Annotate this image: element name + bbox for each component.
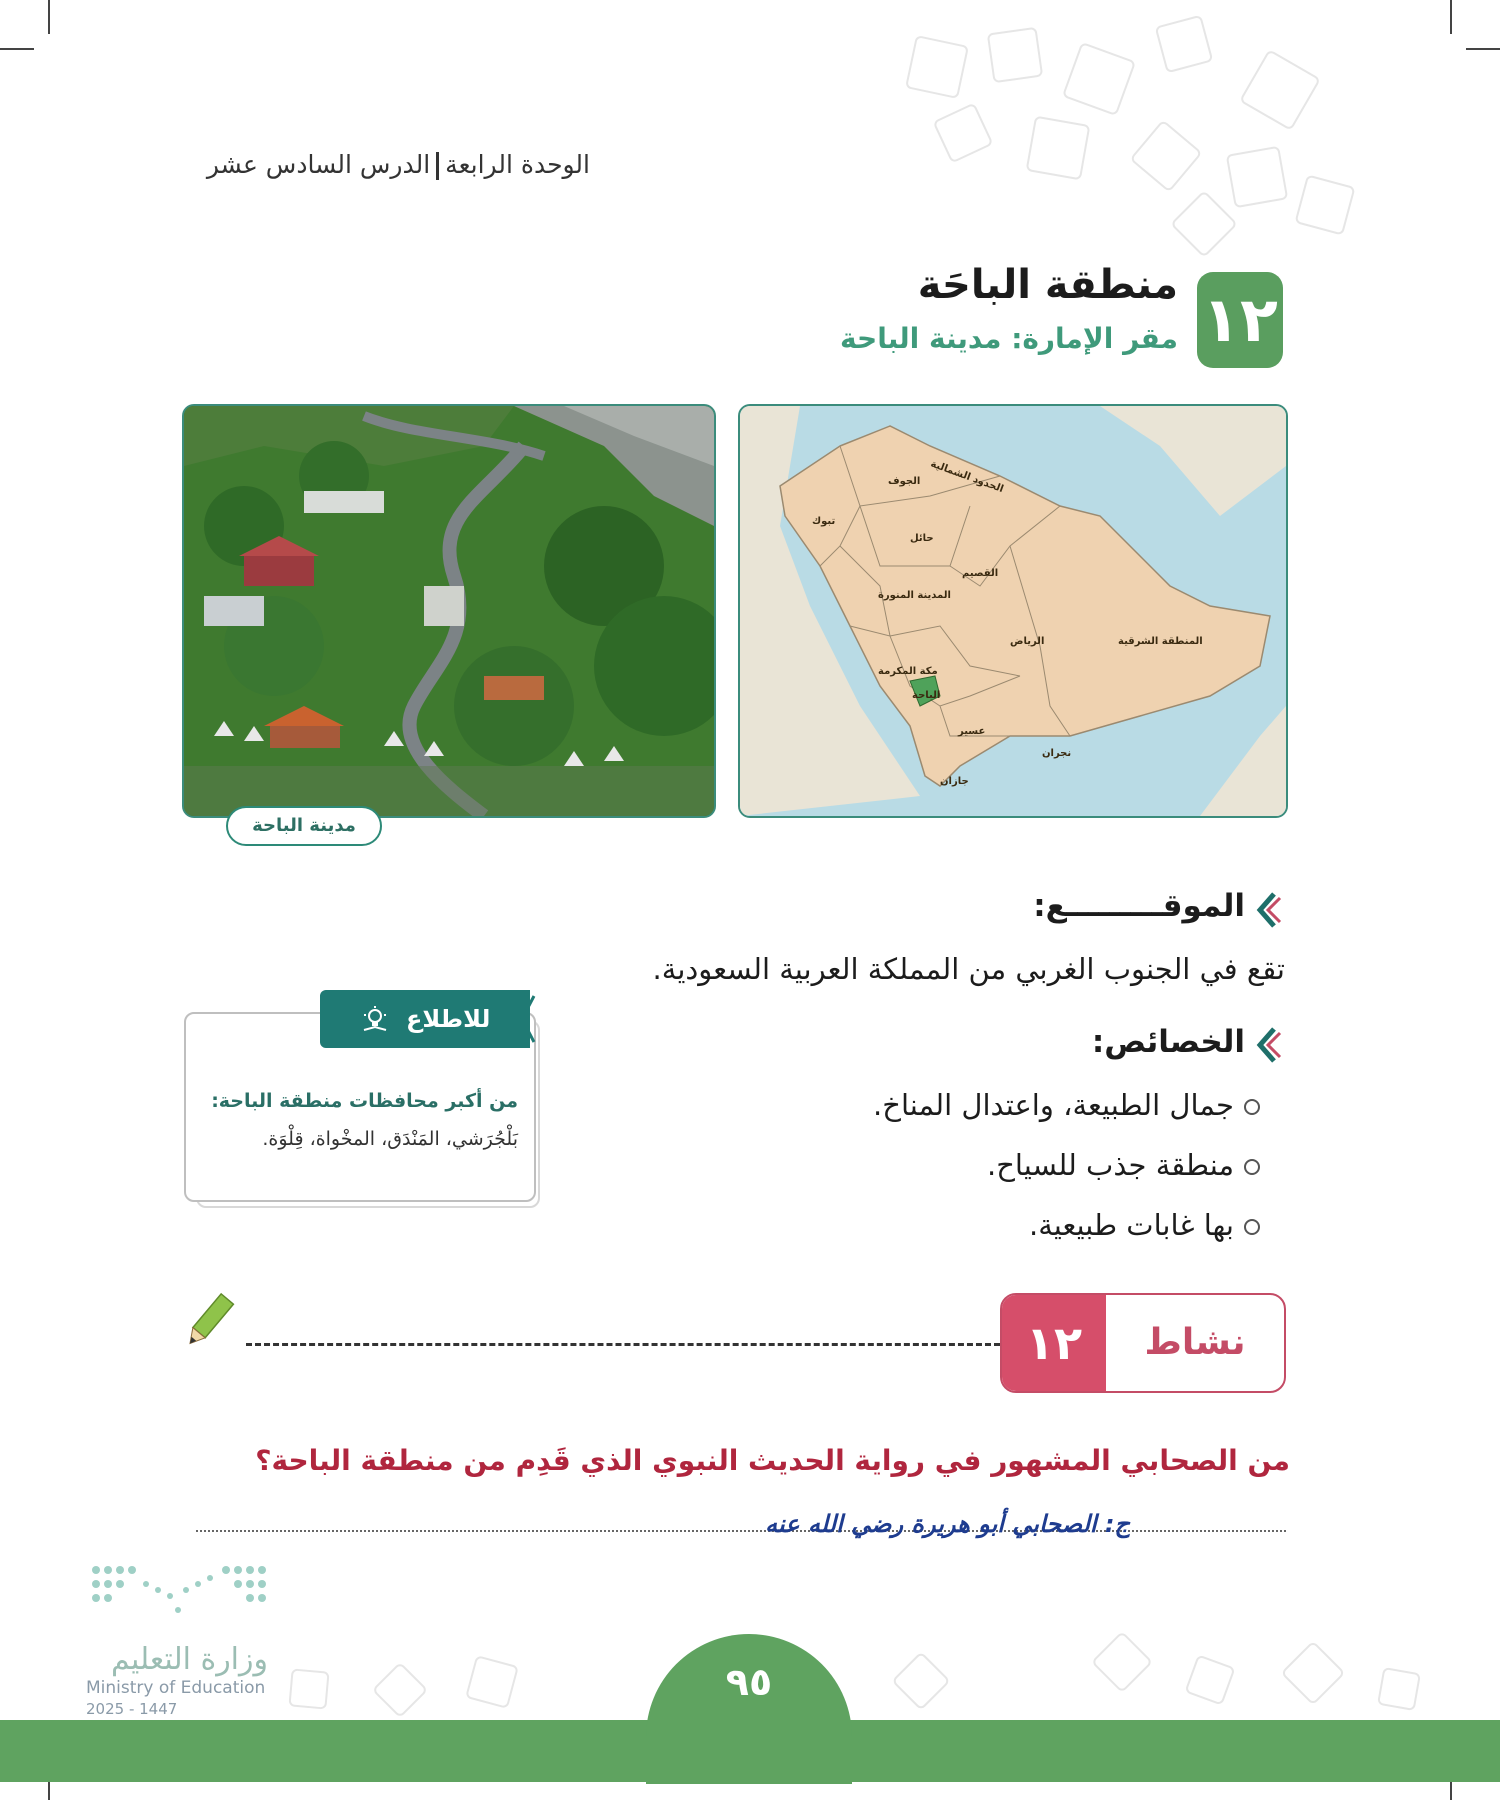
info-lead: من أكبر محافظات منطقة الباحة: bbox=[211, 1090, 518, 1112]
activity-badge bbox=[1000, 1293, 1286, 1393]
chevron-left-icon bbox=[1252, 890, 1282, 930]
activity-question: من الصحابي المشهور في رواية الحديث النبوي الذي قَدِم من منطقة الباحة؟ bbox=[255, 1444, 1290, 1477]
list-item bbox=[780, 1088, 1260, 1122]
map-label-madinah: المدينة المنورة bbox=[878, 590, 951, 601]
map-label-asir: عسير bbox=[958, 726, 986, 737]
list-item bbox=[780, 1148, 1260, 1182]
pencil-icon bbox=[178, 1292, 238, 1352]
location-heading: الموقـــــــــع: bbox=[1033, 888, 1245, 924]
photo-caption: مدينة الباحة bbox=[226, 806, 382, 846]
map-label-northern-borders: الحدود الشمالية bbox=[928, 458, 1005, 496]
crop-mark bbox=[0, 48, 34, 50]
activity-label: نشاط bbox=[1144, 1322, 1246, 1363]
bullet-icon bbox=[1244, 1219, 1260, 1235]
city-photo bbox=[182, 404, 716, 818]
region-number-badge: ١٢ bbox=[1197, 272, 1283, 368]
breadcrumb-unit: الوحدة الرابعة bbox=[445, 150, 590, 179]
info-body: بَلْجُرَشي، المَنْدَق، المخْواة، قِلْوَة. bbox=[262, 1128, 518, 1150]
lightbulb-book-icon bbox=[360, 1005, 390, 1035]
page-subtitle: مقر الإمارة: مدينة الباحة bbox=[840, 322, 1178, 355]
map-label-albaha: الباحة bbox=[912, 690, 941, 701]
page-number-tab bbox=[646, 1634, 852, 1784]
crop-mark bbox=[48, 0, 50, 34]
breadcrumb-separator bbox=[436, 152, 439, 180]
chevron-left-icon bbox=[1252, 1025, 1282, 1065]
saudi-regions-map bbox=[738, 404, 1288, 818]
ministry-name-english: Ministry of Education bbox=[86, 1678, 266, 1698]
map-label-riyadh: الرياض bbox=[1010, 636, 1045, 647]
map-label-najran: نجران bbox=[1042, 748, 1072, 759]
info-tab-label: للاطلاع bbox=[405, 1005, 491, 1033]
ministry-year: 2025 - 1447 bbox=[86, 1700, 178, 1718]
list-item-text: بها غابات طبيعية. bbox=[1028, 1208, 1234, 1242]
bullet-icon bbox=[1244, 1099, 1260, 1115]
answer-dash-line bbox=[246, 1343, 1000, 1346]
breadcrumb bbox=[180, 150, 590, 180]
map-label-aljouf: الجوف bbox=[888, 476, 921, 487]
bullet-icon bbox=[1244, 1159, 1260, 1175]
map-label-hail: حائل bbox=[910, 533, 934, 544]
list-item bbox=[780, 1208, 1260, 1242]
map-illustration bbox=[740, 406, 1286, 816]
page-number: ٩٥ bbox=[725, 1660, 773, 1704]
list-item-text: جمال الطبيعة، واعتدال المناخ. bbox=[873, 1088, 1234, 1122]
map-label-eastern: المنطقة الشرقية bbox=[1118, 636, 1203, 647]
breadcrumb-lesson: الدرس السادس عشر bbox=[206, 150, 431, 179]
characteristics-heading: الخصائص: bbox=[1091, 1024, 1245, 1060]
location-text: تقع في الجنوب الغربي من المملكة العربية السعودية. bbox=[652, 952, 1285, 986]
list-item-text: منطقة جذب للسياح. bbox=[986, 1148, 1234, 1182]
ministry-name-arabic: وزارة التعليم bbox=[110, 1642, 268, 1677]
city-photo-illustration bbox=[184, 406, 714, 816]
map-label-makkah: مكة المكرمة bbox=[878, 666, 938, 677]
crop-mark bbox=[1466, 48, 1500, 50]
map-label-qassim: القصيم bbox=[962, 568, 999, 579]
crop-mark bbox=[1450, 0, 1452, 34]
page-title: منطقة الباحَة bbox=[917, 262, 1178, 308]
map-label-tabuk: تبوك bbox=[812, 516, 836, 527]
activity-answer: ج: الصحابي أبو هريرة رضي الله عنه bbox=[765, 1510, 1130, 1538]
ministry-logo-icon bbox=[86, 1560, 272, 1630]
info-text bbox=[198, 1082, 518, 1158]
map-label-jazan: جازان bbox=[940, 776, 969, 787]
info-tab-arrow bbox=[508, 990, 538, 1048]
info-tab bbox=[320, 990, 530, 1048]
activity-number: ١٢ bbox=[1002, 1295, 1106, 1391]
